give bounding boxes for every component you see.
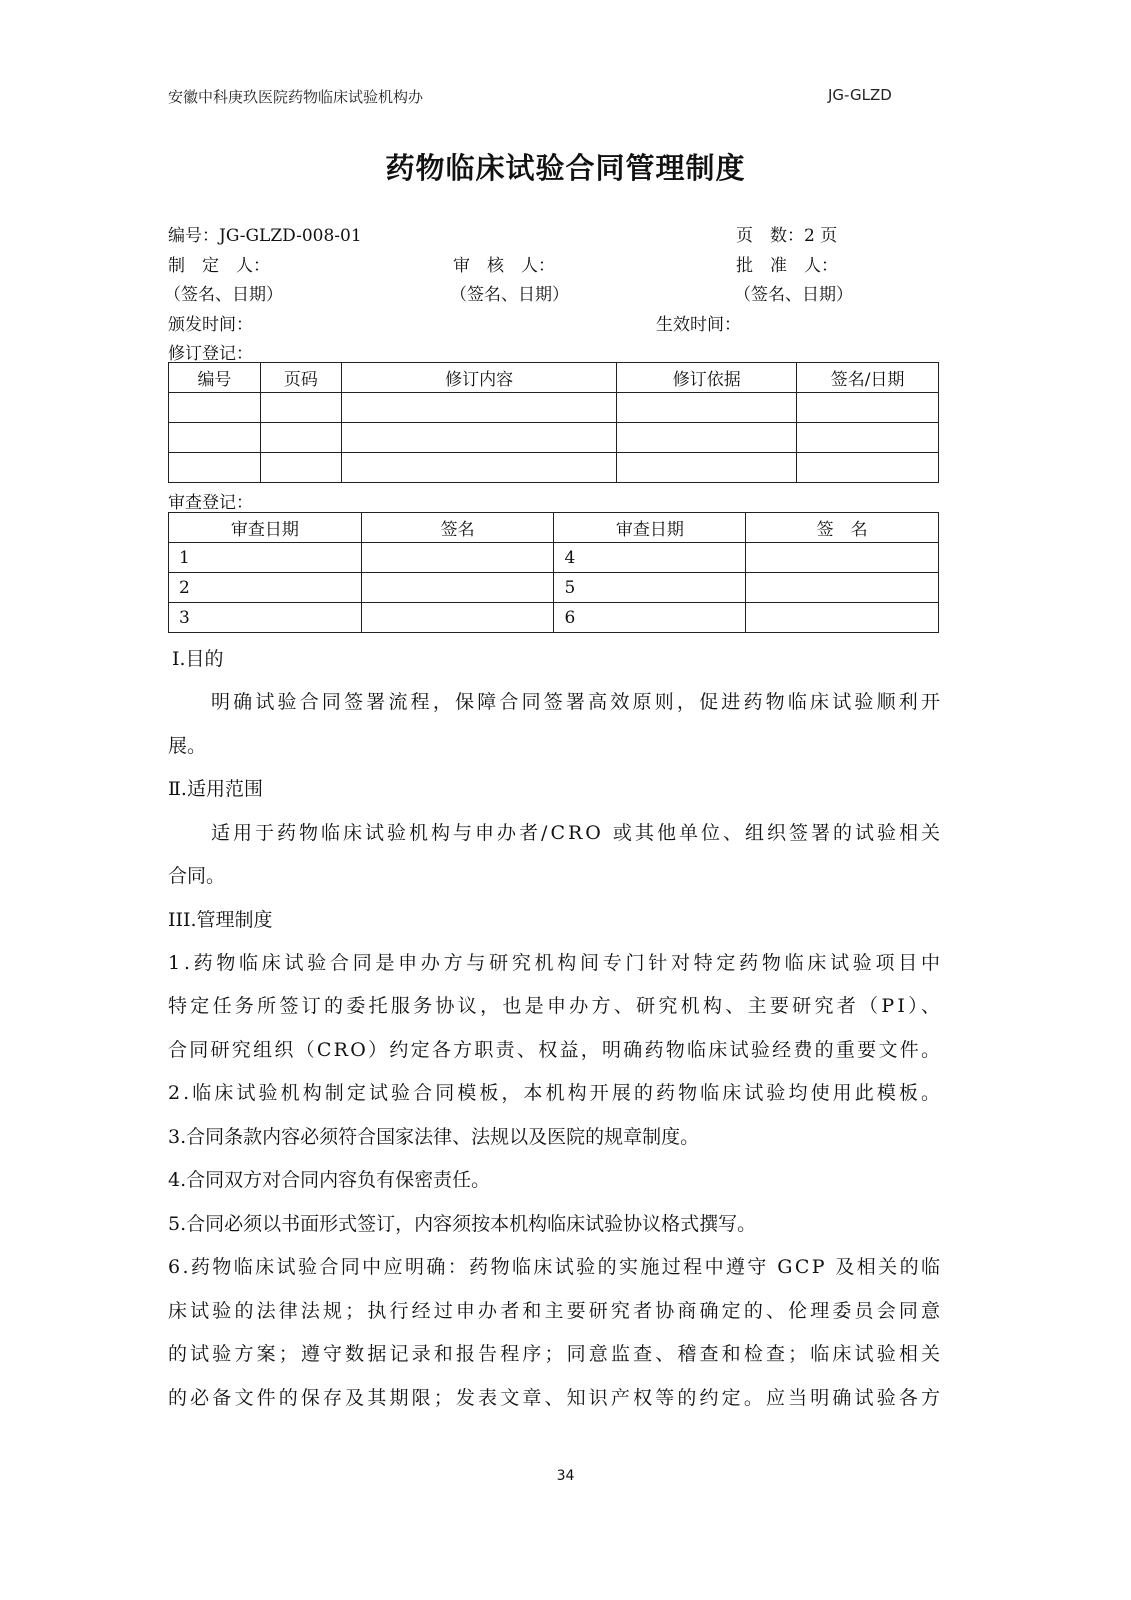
- header-cell: 修订内容: [341, 363, 617, 393]
- header-cell: 审查日期: [554, 513, 746, 543]
- header-cell: 审查日期: [169, 513, 362, 543]
- table-row: [169, 573, 939, 603]
- section-2-text-line2: 合同。: [168, 865, 226, 887]
- clause-2: 2.临床试验机构制定试验合同模板，本机构开展的药物临床试验均使用此模板。: [168, 1082, 944, 1104]
- clause-1-line2: 特定任务所签订的委托服务协议，也是申办方、研究机构、主要研究者（PI）、: [168, 995, 944, 1017]
- header-cell: 修订依据: [617, 363, 797, 393]
- table-cell: [617, 393, 797, 423]
- clause-4: 4.合同双方对合同内容负有保密责任。: [168, 1169, 491, 1191]
- approver-label: 批 准 人：: [736, 256, 838, 276]
- table-row: [169, 423, 939, 453]
- header-code: JG-GLZD: [828, 86, 892, 104]
- reviewer-label: 审 核 人：: [453, 256, 555, 276]
- table-cell: [169, 393, 261, 423]
- header-cell: 页码: [260, 363, 341, 393]
- table-row: [169, 603, 939, 633]
- header-cell: 签名/日期: [797, 363, 939, 393]
- table-cell: [260, 393, 341, 423]
- effective-time-label: 生效时间：: [656, 315, 741, 335]
- header-cell: 签 名: [746, 513, 939, 543]
- doc-number: 编号：JG-GLZD-008-01: [168, 226, 362, 246]
- table-cell: [260, 423, 341, 453]
- table-row: [169, 543, 939, 573]
- table-cell: [341, 423, 617, 453]
- approver-sign-date: （签名、日期）: [734, 285, 853, 305]
- table-cell: [617, 453, 797, 483]
- table-cell: 6: [554, 603, 746, 633]
- table-cell: [341, 393, 617, 423]
- clause-1-line1: 1.药物临床试验合同是申办方与研究机构间专门针对特定药物临床试验项目中: [168, 952, 944, 974]
- section-2-heading: Ⅱ.适用范围: [168, 778, 263, 800]
- header-cell: 签名: [361, 513, 554, 543]
- revision-table-header: [169, 363, 939, 393]
- table-cell: [260, 453, 341, 483]
- table-cell: [746, 603, 939, 633]
- table-cell: 1: [169, 543, 362, 573]
- revision-table: [168, 362, 939, 483]
- table-cell: 4: [554, 543, 746, 573]
- clause-6-line3: 的试验方案；遵守数据记录和报告程序；同意监查、稽查和检查；临床试验相关: [168, 1343, 944, 1365]
- table-cell: [617, 423, 797, 453]
- table-cell: 5: [554, 573, 746, 603]
- table-cell: [746, 543, 939, 573]
- table-cell: 3: [169, 603, 362, 633]
- clause-6-line4: 的必备文件的保存及其期限；发表文章、知识产权等的约定。应当明确试验各方: [168, 1387, 944, 1409]
- clause-1-line3: 合同研究组织（CRO）约定各方职责、权益，明确药物临床试验经费的重要文件。: [168, 1039, 943, 1061]
- page-number: 34: [556, 1468, 575, 1484]
- issue-time-label: 颁发时间：: [168, 315, 253, 335]
- table-cell: [361, 573, 554, 603]
- header-cell: 编号: [169, 363, 261, 393]
- reviewer-sign-date: （签名、日期）: [450, 285, 569, 305]
- table-cell: [361, 603, 554, 633]
- table-row: [169, 393, 939, 423]
- table-cell: [797, 393, 939, 423]
- table-cell: [746, 573, 939, 603]
- table-row: [169, 453, 939, 483]
- drafter-sign-date: （签名、日期）: [164, 285, 283, 305]
- section-1-text-line1: 明确试验合同签署流程，保障合同签署高效原则，促进药物临床试验顺利开: [211, 691, 944, 713]
- table-cell: [797, 423, 939, 453]
- page-count: 页 数：2 页: [736, 226, 838, 246]
- drafter-label: 制 定 人：: [168, 256, 270, 276]
- page-title: 药物临床试验合同管理制度: [385, 151, 746, 185]
- table-cell: [169, 423, 261, 453]
- section-3-heading: III.管理制度: [168, 909, 273, 931]
- clause-3: 3.合同条款内容必须符合国家法律、法规以及医院的规章制度。: [168, 1126, 700, 1148]
- section-2-text-line1: 适用于药物临床试验机构与申办者/CRO 或其他单位、组织签署的试验相关: [211, 822, 943, 844]
- clause-5: 5.合同必须以书面形式签订，内容须按本机构临床试验协议格式撰写。: [168, 1213, 757, 1235]
- header-org: 安徽中科庚玖医院药物临床试验机构办: [168, 88, 424, 106]
- section-1-heading: Ⅰ.目的: [172, 648, 224, 670]
- clause-6-line1: 6.药物临床试验合同中应明确：药物临床试验的实施过程中遵守 GCP 及相关的临: [168, 1256, 943, 1278]
- review-table-header: [169, 513, 939, 543]
- table-cell: [797, 453, 939, 483]
- table-cell: 2: [169, 573, 362, 603]
- section-1-text-line2: 展。: [168, 735, 207, 757]
- table-cell: [169, 453, 261, 483]
- table-cell: [341, 453, 617, 483]
- review-table: [168, 512, 939, 633]
- revision-register-label: 修订登记：: [168, 344, 253, 364]
- table-cell: [361, 543, 554, 573]
- clause-6-line2: 床试验的法律法规；执行经过申办者和主要研究者协商确定的、伦理委员会同意: [168, 1300, 944, 1322]
- review-register-label: 审查登记：: [168, 493, 253, 513]
